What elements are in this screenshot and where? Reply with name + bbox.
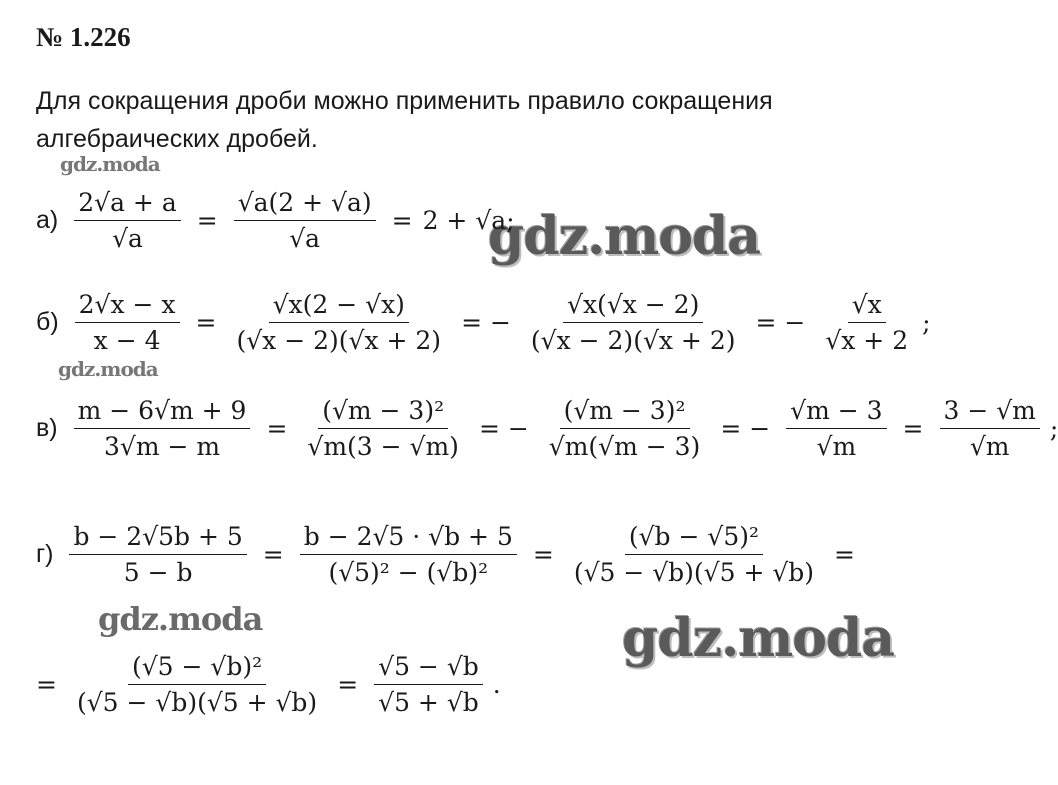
- fraction: [545, 396, 705, 461]
- operator: = −: [720, 414, 771, 443]
- fraction: [75, 290, 180, 355]
- operator: =: [262, 540, 284, 569]
- denominator: √a: [112, 224, 143, 253]
- fraction: [69, 522, 246, 587]
- result: 2 + √a;: [422, 206, 515, 235]
- operator: =: [195, 308, 217, 337]
- fraction: [527, 290, 740, 355]
- numerator: (√m − 3)²: [560, 396, 690, 429]
- denominator: √m(√m − 3): [548, 432, 701, 461]
- numerator: √5 − √b: [374, 652, 483, 685]
- fraction: [300, 522, 517, 587]
- fraction: [74, 188, 181, 253]
- fraction: [570, 522, 818, 587]
- numerator: √x(√x − 2): [563, 290, 703, 323]
- punctuation: ;: [922, 308, 931, 337]
- denominator: x − 4: [93, 326, 161, 355]
- denominator: (√5 − √b)(√5 + √b): [573, 558, 815, 587]
- solution-row-g-continued: [36, 652, 501, 717]
- fraction: [786, 396, 886, 461]
- fraction: [234, 188, 376, 253]
- denominator: (√5 − √b)(√5 + √b): [76, 688, 318, 717]
- solution-row-g: [36, 522, 865, 587]
- intro-text: Для сокращения дроби можно применить правило сокращения алгебраических дробей.: [36, 87, 773, 153]
- numerator: b − 2√5b + 5: [69, 522, 246, 555]
- numerator: (√b − √5)²: [625, 522, 763, 555]
- numerator: 3 − √m: [940, 396, 1040, 429]
- item-label: а): [36, 206, 59, 234]
- fraction: [73, 652, 321, 717]
- fraction: [232, 290, 445, 355]
- operator: =: [532, 540, 554, 569]
- item-label: б): [36, 308, 59, 336]
- fraction: [821, 290, 912, 355]
- numerator: √x(2 − √x): [269, 290, 409, 323]
- watermark: gdz.moda: [58, 357, 158, 381]
- watermark: gdz.moda: [98, 600, 263, 638]
- denominator: 5 − b: [123, 558, 193, 587]
- numerator: m − 6√m + 9: [74, 396, 251, 429]
- denominator: (√x − 2)(√x + 2): [530, 326, 736, 355]
- fraction: [74, 396, 251, 461]
- denominator: √x + 2: [825, 326, 909, 355]
- item-label: г): [36, 540, 54, 568]
- watermark: gdz.moda: [60, 152, 160, 176]
- watermark: gdz.moda: [488, 206, 761, 267]
- solution-row-b: [36, 290, 931, 355]
- solution-row-v: [36, 396, 1058, 461]
- numerator: (√5 − √b)²: [128, 652, 266, 685]
- solution-row-a: [36, 188, 515, 253]
- numerator: b − 2√5 · √b + 5: [300, 522, 517, 555]
- operator: =: [902, 414, 924, 443]
- denominator: √a: [289, 224, 321, 253]
- operator: =: [337, 670, 359, 699]
- numerator: √m − 3: [786, 396, 886, 429]
- fraction: [940, 396, 1040, 461]
- denominator: √m: [969, 432, 1010, 461]
- numerator: √x: [848, 290, 886, 323]
- watermark: gdz.moda: [622, 608, 895, 669]
- operator: =: [391, 206, 413, 235]
- denominator: √m: [816, 432, 857, 461]
- fraction: [374, 652, 483, 717]
- operator: =: [36, 670, 57, 699]
- denominator: (√x − 2)(√x + 2): [236, 326, 442, 355]
- denominator: 3√m − m: [103, 432, 221, 461]
- denominator: √5 + √b: [378, 688, 479, 717]
- numerator: 2√x − x: [75, 290, 180, 323]
- problem-number: № 1.226: [36, 22, 131, 52]
- fraction: [303, 396, 463, 461]
- numerator: (√m − 3)²: [318, 396, 448, 429]
- operator: = −: [755, 308, 806, 337]
- numerator: 2√a + a: [74, 188, 181, 221]
- operator: = −: [478, 414, 529, 443]
- punctuation: ;: [1049, 414, 1058, 443]
- operator: =: [834, 540, 855, 569]
- numerator: √a(2 + √a): [234, 188, 376, 221]
- item-label: в): [36, 414, 58, 442]
- operator: =: [266, 414, 288, 443]
- operator: =: [196, 206, 218, 235]
- denominator: (√5)² − (√b)²: [328, 558, 489, 587]
- denominator: √m(3 − √m): [307, 432, 459, 461]
- punctuation: .: [492, 670, 501, 699]
- operator: = −: [461, 308, 511, 337]
